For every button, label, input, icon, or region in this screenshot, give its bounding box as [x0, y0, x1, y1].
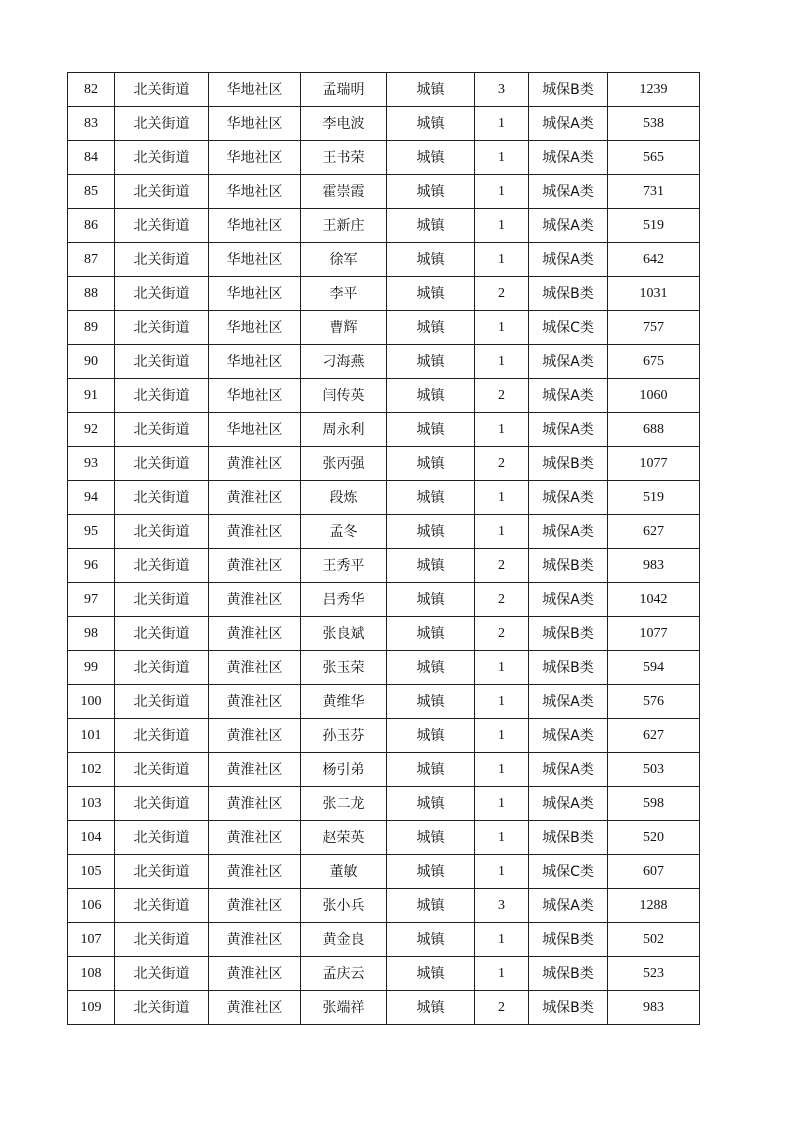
community-cell: 黄淮社区 [209, 719, 301, 753]
amount-cell: 627 [608, 719, 700, 753]
name-cell: 李平 [301, 277, 387, 311]
household-count-cell: 1 [475, 175, 529, 209]
street-cell: 北关街道 [115, 685, 209, 719]
category-cell: 城保A类 [529, 107, 608, 141]
table-row [68, 209, 700, 243]
name-cell: 赵荣英 [301, 821, 387, 855]
row-number: 89 [68, 311, 115, 345]
table-row [68, 719, 700, 753]
row-number: 95 [68, 515, 115, 549]
street-cell: 北关街道 [115, 923, 209, 957]
amount-cell: 565 [608, 141, 700, 175]
row-number: 101 [68, 719, 115, 753]
community-cell: 黄淮社区 [209, 957, 301, 991]
household-count-cell: 1 [475, 107, 529, 141]
street-cell: 北关街道 [115, 243, 209, 277]
category-cell: 城保B类 [529, 923, 608, 957]
community-cell: 黄淮社区 [209, 583, 301, 617]
community-cell: 华地社区 [209, 175, 301, 209]
street-cell: 北关街道 [115, 209, 209, 243]
amount-cell: 523 [608, 957, 700, 991]
amount-cell: 1031 [608, 277, 700, 311]
community-cell: 黄淮社区 [209, 685, 301, 719]
street-cell: 北关街道 [115, 719, 209, 753]
household-count-cell: 2 [475, 583, 529, 617]
category-cell: 城保B类 [529, 991, 608, 1025]
row-number: 99 [68, 651, 115, 685]
name-cell: 张小兵 [301, 889, 387, 923]
community-cell: 华地社区 [209, 345, 301, 379]
category-cell: 城保B类 [529, 277, 608, 311]
community-cell: 华地社区 [209, 277, 301, 311]
row-number: 96 [68, 549, 115, 583]
name-cell: 董敏 [301, 855, 387, 889]
table-row [68, 549, 700, 583]
street-cell: 北关街道 [115, 311, 209, 345]
name-cell: 黄金良 [301, 923, 387, 957]
area-type-cell: 城镇 [387, 923, 475, 957]
row-number: 98 [68, 617, 115, 651]
household-count-cell: 1 [475, 311, 529, 345]
table-row [68, 243, 700, 277]
street-cell: 北关街道 [115, 379, 209, 413]
street-cell: 北关街道 [115, 991, 209, 1025]
amount-cell: 1239 [608, 73, 700, 107]
amount-cell: 983 [608, 991, 700, 1025]
name-cell: 周永利 [301, 413, 387, 447]
community-cell: 黄淮社区 [209, 889, 301, 923]
household-count-cell: 1 [475, 481, 529, 515]
household-count-cell: 1 [475, 753, 529, 787]
area-type-cell: 城镇 [387, 447, 475, 481]
category-cell: 城保A类 [529, 753, 608, 787]
area-type-cell: 城镇 [387, 821, 475, 855]
household-count-cell: 2 [475, 277, 529, 311]
row-number: 100 [68, 685, 115, 719]
area-type-cell: 城镇 [387, 175, 475, 209]
row-number: 103 [68, 787, 115, 821]
community-cell: 黄淮社区 [209, 821, 301, 855]
area-type-cell: 城镇 [387, 73, 475, 107]
amount-cell: 675 [608, 345, 700, 379]
amount-cell: 983 [608, 549, 700, 583]
name-cell: 黄维华 [301, 685, 387, 719]
amount-cell: 520 [608, 821, 700, 855]
table-row [68, 73, 700, 107]
table-row [68, 515, 700, 549]
community-cell: 华地社区 [209, 243, 301, 277]
community-cell: 华地社区 [209, 141, 301, 175]
area-type-cell: 城镇 [387, 651, 475, 685]
row-number: 87 [68, 243, 115, 277]
household-count-cell: 1 [475, 957, 529, 991]
category-cell: 城保A类 [529, 583, 608, 617]
household-count-cell: 1 [475, 719, 529, 753]
row-number: 102 [68, 753, 115, 787]
roster-body [68, 73, 700, 1025]
amount-cell: 607 [608, 855, 700, 889]
household-count-cell: 1 [475, 821, 529, 855]
amount-cell: 594 [608, 651, 700, 685]
amount-cell: 642 [608, 243, 700, 277]
area-type-cell: 城镇 [387, 991, 475, 1025]
area-type-cell: 城镇 [387, 481, 475, 515]
table-row [68, 617, 700, 651]
area-type-cell: 城镇 [387, 855, 475, 889]
amount-cell: 502 [608, 923, 700, 957]
table-row [68, 379, 700, 413]
category-cell: 城保A类 [529, 243, 608, 277]
table-row [68, 277, 700, 311]
street-cell: 北关街道 [115, 345, 209, 379]
category-cell: 城保A类 [529, 413, 608, 447]
amount-cell: 1042 [608, 583, 700, 617]
street-cell: 北关街道 [115, 651, 209, 685]
name-cell: 孟冬 [301, 515, 387, 549]
street-cell: 北关街道 [115, 617, 209, 651]
street-cell: 北关街道 [115, 821, 209, 855]
row-number: 109 [68, 991, 115, 1025]
street-cell: 北关街道 [115, 583, 209, 617]
row-number: 93 [68, 447, 115, 481]
category-cell: 城保C类 [529, 311, 608, 345]
community-cell: 黄淮社区 [209, 447, 301, 481]
household-count-cell: 1 [475, 651, 529, 685]
table-row [68, 889, 700, 923]
name-cell: 张二龙 [301, 787, 387, 821]
name-cell: 曹辉 [301, 311, 387, 345]
street-cell: 北关街道 [115, 277, 209, 311]
household-count-cell: 1 [475, 855, 529, 889]
category-cell: 城保A类 [529, 685, 608, 719]
street-cell: 北关街道 [115, 515, 209, 549]
category-cell: 城保A类 [529, 379, 608, 413]
table-row [68, 787, 700, 821]
area-type-cell: 城镇 [387, 787, 475, 821]
table-row [68, 481, 700, 515]
table-row [68, 685, 700, 719]
row-number: 94 [68, 481, 115, 515]
table-row [68, 447, 700, 481]
category-cell: 城保B类 [529, 73, 608, 107]
community-cell: 黄淮社区 [209, 855, 301, 889]
amount-cell: 1060 [608, 379, 700, 413]
table-row [68, 923, 700, 957]
street-cell: 北关街道 [115, 175, 209, 209]
community-cell: 黄淮社区 [209, 515, 301, 549]
amount-cell: 538 [608, 107, 700, 141]
table-row [68, 175, 700, 209]
amount-cell: 627 [608, 515, 700, 549]
street-cell: 北关街道 [115, 447, 209, 481]
household-count-cell: 1 [475, 923, 529, 957]
category-cell: 城保B类 [529, 617, 608, 651]
name-cell: 王新庄 [301, 209, 387, 243]
category-cell: 城保B类 [529, 821, 608, 855]
category-cell: 城保A类 [529, 141, 608, 175]
table-row [68, 583, 700, 617]
street-cell: 北关街道 [115, 141, 209, 175]
area-type-cell: 城镇 [387, 209, 475, 243]
category-cell: 城保A类 [529, 889, 608, 923]
name-cell: 闫传英 [301, 379, 387, 413]
row-number: 105 [68, 855, 115, 889]
table-row [68, 651, 700, 685]
household-count-cell: 1 [475, 243, 529, 277]
community-cell: 华地社区 [209, 73, 301, 107]
area-type-cell: 城镇 [387, 141, 475, 175]
amount-cell: 519 [608, 209, 700, 243]
table-row [68, 345, 700, 379]
name-cell: 张玉荣 [301, 651, 387, 685]
name-cell: 王书荣 [301, 141, 387, 175]
category-cell: 城保A类 [529, 515, 608, 549]
household-count-cell: 1 [475, 515, 529, 549]
area-type-cell: 城镇 [387, 957, 475, 991]
street-cell: 北关街道 [115, 73, 209, 107]
area-type-cell: 城镇 [387, 685, 475, 719]
household-count-cell: 2 [475, 379, 529, 413]
name-cell: 孟庆云 [301, 957, 387, 991]
community-cell: 华地社区 [209, 413, 301, 447]
amount-cell: 731 [608, 175, 700, 209]
community-cell: 华地社区 [209, 209, 301, 243]
category-cell: 城保A类 [529, 209, 608, 243]
name-cell: 张良斌 [301, 617, 387, 651]
area-type-cell: 城镇 [387, 311, 475, 345]
name-cell: 刁海燕 [301, 345, 387, 379]
street-cell: 北关街道 [115, 549, 209, 583]
row-number: 85 [68, 175, 115, 209]
community-cell: 黄淮社区 [209, 753, 301, 787]
category-cell: 城保A类 [529, 481, 608, 515]
household-count-cell: 2 [475, 991, 529, 1025]
community-cell: 黄淮社区 [209, 787, 301, 821]
community-cell: 华地社区 [209, 107, 301, 141]
street-cell: 北关街道 [115, 889, 209, 923]
household-count-cell: 1 [475, 345, 529, 379]
street-cell: 北关街道 [115, 787, 209, 821]
community-cell: 黄淮社区 [209, 481, 301, 515]
amount-cell: 1077 [608, 447, 700, 481]
row-number: 86 [68, 209, 115, 243]
name-cell: 张端祥 [301, 991, 387, 1025]
amount-cell: 519 [608, 481, 700, 515]
street-cell: 北关街道 [115, 855, 209, 889]
name-cell: 李电波 [301, 107, 387, 141]
household-count-cell: 1 [475, 413, 529, 447]
row-number: 104 [68, 821, 115, 855]
name-cell: 吕秀华 [301, 583, 387, 617]
name-cell: 王秀平 [301, 549, 387, 583]
household-count-cell: 2 [475, 549, 529, 583]
category-cell: 城保B类 [529, 957, 608, 991]
category-cell: 城保B类 [529, 651, 608, 685]
area-type-cell: 城镇 [387, 107, 475, 141]
category-cell: 城保B类 [529, 549, 608, 583]
amount-cell: 688 [608, 413, 700, 447]
table-row [68, 753, 700, 787]
area-type-cell: 城镇 [387, 719, 475, 753]
amount-cell: 757 [608, 311, 700, 345]
row-number: 90 [68, 345, 115, 379]
household-count-cell: 3 [475, 73, 529, 107]
table-row [68, 821, 700, 855]
household-count-cell: 1 [475, 685, 529, 719]
street-cell: 北关街道 [115, 957, 209, 991]
row-number: 108 [68, 957, 115, 991]
category-cell: 城保A类 [529, 345, 608, 379]
category-cell: 城保B类 [529, 447, 608, 481]
community-cell: 黄淮社区 [209, 923, 301, 957]
table-row [68, 311, 700, 345]
row-number: 107 [68, 923, 115, 957]
household-count-cell: 3 [475, 889, 529, 923]
row-number: 91 [68, 379, 115, 413]
name-cell: 段炼 [301, 481, 387, 515]
table-row [68, 413, 700, 447]
roster-table [67, 72, 700, 1025]
name-cell: 孙玉芬 [301, 719, 387, 753]
area-type-cell: 城镇 [387, 617, 475, 651]
name-cell: 徐军 [301, 243, 387, 277]
street-cell: 北关街道 [115, 753, 209, 787]
household-count-cell: 1 [475, 787, 529, 821]
table-row [68, 141, 700, 175]
category-cell: 城保A类 [529, 719, 608, 753]
amount-cell: 598 [608, 787, 700, 821]
area-type-cell: 城镇 [387, 379, 475, 413]
area-type-cell: 城镇 [387, 549, 475, 583]
table-row [68, 991, 700, 1025]
category-cell: 城保A类 [529, 175, 608, 209]
row-number: 106 [68, 889, 115, 923]
household-count-cell: 2 [475, 447, 529, 481]
street-cell: 北关街道 [115, 413, 209, 447]
community-cell: 黄淮社区 [209, 651, 301, 685]
community-cell: 华地社区 [209, 311, 301, 345]
community-cell: 黄淮社区 [209, 991, 301, 1025]
area-type-cell: 城镇 [387, 345, 475, 379]
area-type-cell: 城镇 [387, 515, 475, 549]
row-number: 82 [68, 73, 115, 107]
community-cell: 华地社区 [209, 379, 301, 413]
household-count-cell: 1 [475, 209, 529, 243]
name-cell: 杨引弟 [301, 753, 387, 787]
table-row [68, 957, 700, 991]
amount-cell: 1288 [608, 889, 700, 923]
street-cell: 北关街道 [115, 107, 209, 141]
name-cell: 孟瑞明 [301, 73, 387, 107]
area-type-cell: 城镇 [387, 889, 475, 923]
area-type-cell: 城镇 [387, 413, 475, 447]
household-count-cell: 2 [475, 617, 529, 651]
area-type-cell: 城镇 [387, 277, 475, 311]
amount-cell: 503 [608, 753, 700, 787]
table-row [68, 107, 700, 141]
amount-cell: 576 [608, 685, 700, 719]
amount-cell: 1077 [608, 617, 700, 651]
community-cell: 黄淮社区 [209, 617, 301, 651]
category-cell: 城保C类 [529, 855, 608, 889]
area-type-cell: 城镇 [387, 753, 475, 787]
table-row [68, 855, 700, 889]
row-number: 84 [68, 141, 115, 175]
community-cell: 黄淮社区 [209, 549, 301, 583]
household-count-cell: 1 [475, 141, 529, 175]
category-cell: 城保A类 [529, 787, 608, 821]
row-number: 97 [68, 583, 115, 617]
name-cell: 张丙强 [301, 447, 387, 481]
street-cell: 北关街道 [115, 481, 209, 515]
name-cell: 霍崇霞 [301, 175, 387, 209]
row-number: 88 [68, 277, 115, 311]
area-type-cell: 城镇 [387, 583, 475, 617]
area-type-cell: 城镇 [387, 243, 475, 277]
row-number: 83 [68, 107, 115, 141]
row-number: 92 [68, 413, 115, 447]
